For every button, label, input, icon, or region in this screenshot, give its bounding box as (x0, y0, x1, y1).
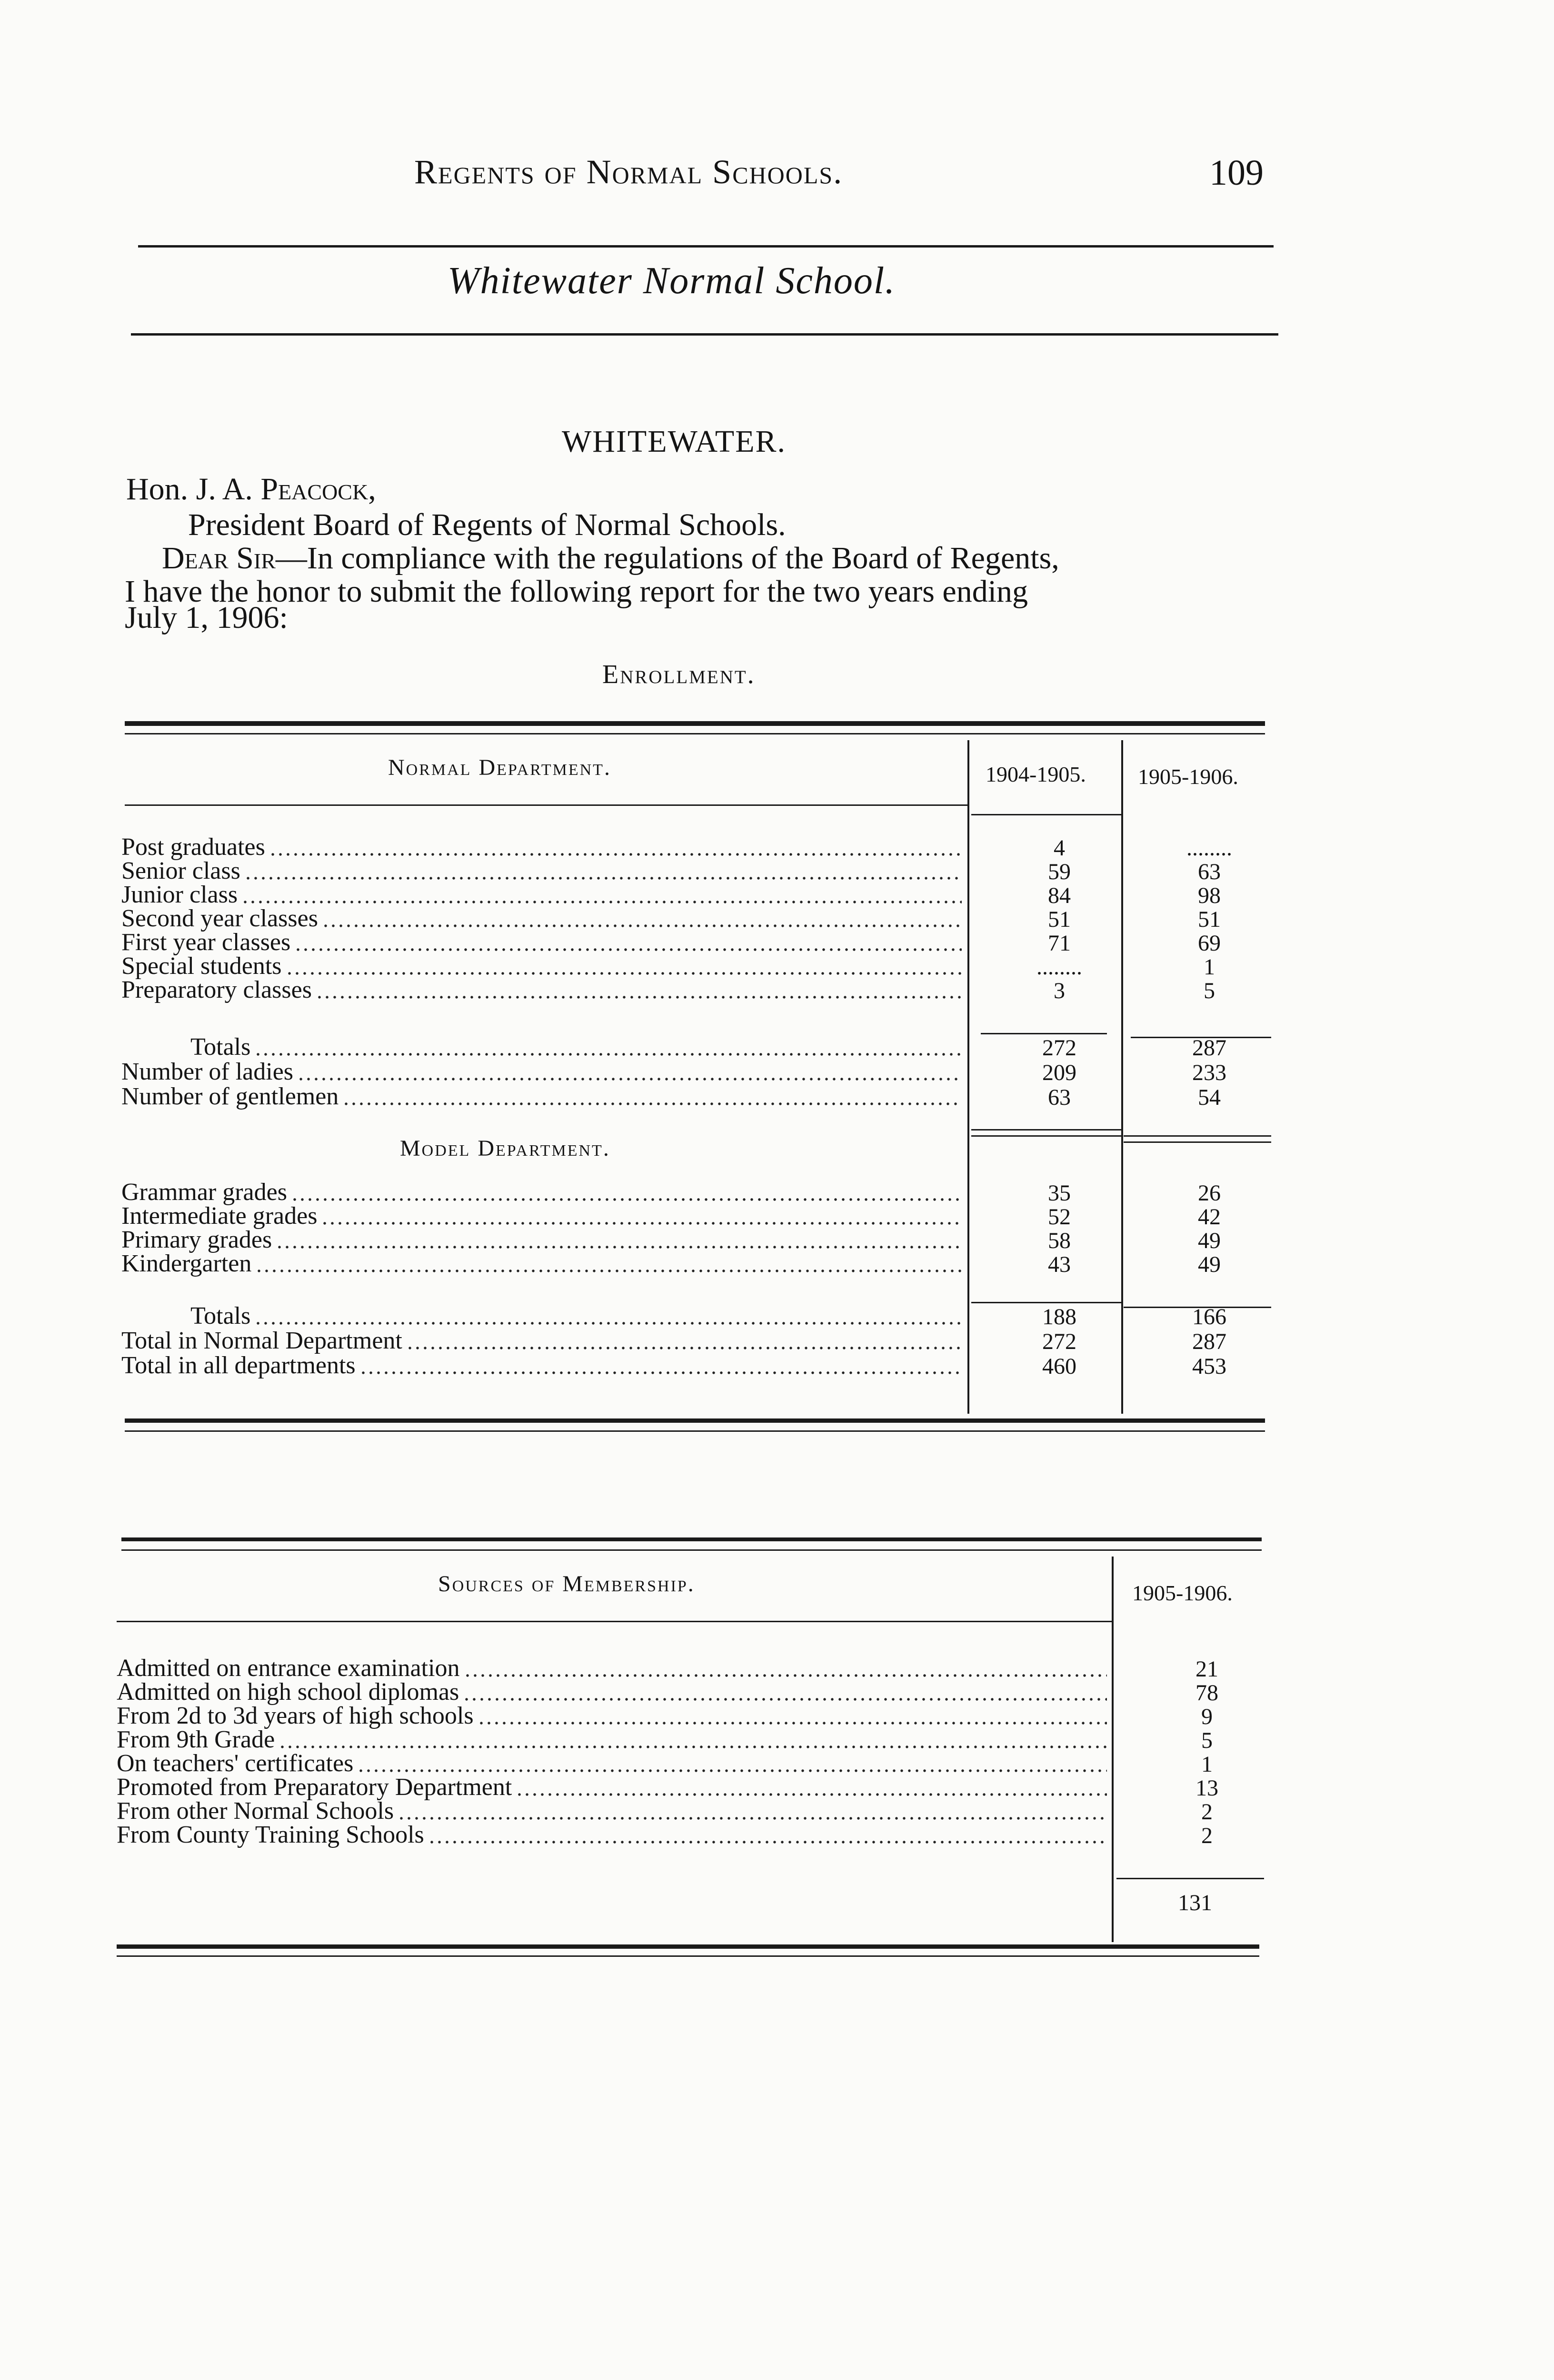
row-label: From County Training Schools (117, 1821, 424, 1848)
cell-value: 52 (1048, 1204, 1071, 1230)
leader-dots (478, 1721, 1107, 1726)
row-label: Totals (190, 1033, 251, 1061)
letter-body-line3: July 1, 1906: (125, 600, 288, 635)
leader-dots (463, 1697, 1107, 1702)
cell-value: 59 (1048, 859, 1071, 884)
row-label: Intermediate grades (121, 1202, 318, 1230)
member-top-rule (121, 1537, 1262, 1541)
addressee-title: President Board of Regents of Normal Schools. (188, 507, 786, 542)
cell-value: 2 (1201, 1823, 1213, 1848)
cell-value: 63 (1048, 1085, 1071, 1110)
cell-value: 42 (1198, 1204, 1221, 1230)
row-label: Total in all departments (121, 1352, 356, 1379)
letter-body-line2: I have the honor to submit the following report for the two years ending (125, 574, 1028, 609)
row-label: From 2d to 3d years of high schools (117, 1702, 474, 1729)
cell-value: 78 (1195, 1680, 1218, 1706)
cell-value: 272 (1042, 1035, 1076, 1061)
cell-value: 3 (1054, 978, 1065, 1003)
leader-dots (428, 1840, 1107, 1844)
running-head: Regents of Normal Schools. (414, 153, 843, 191)
cell-value: 1 (1201, 1752, 1213, 1777)
cell-value: 84 (1048, 883, 1071, 908)
cell-value: 1 (1204, 954, 1215, 980)
membership-col-1905-1906: 1905-1906. (1132, 1581, 1233, 1605)
member-bottom-rule (117, 1944, 1259, 1949)
cell-value: 9 (1201, 1704, 1213, 1729)
member-header-rule (117, 1621, 1112, 1622)
cell-value: 51 (1048, 907, 1071, 932)
enroll-header-rule-col1 (971, 814, 1121, 815)
cell-value: 21 (1195, 1656, 1218, 1682)
enroll-col-divider-2 (1121, 740, 1123, 1414)
cell-value: 209 (1042, 1060, 1076, 1085)
section-title: Whitewater Normal School. (448, 260, 896, 302)
leader-dots (244, 876, 962, 881)
cell-value: 69 (1198, 931, 1221, 956)
header-rule-bottom (131, 333, 1278, 336)
row-label: From other Normal Schools (117, 1797, 394, 1825)
cell-value: 51 (1198, 907, 1221, 932)
addressee-name: Peacock, (260, 472, 376, 506)
cell-value: 98 (1198, 883, 1221, 908)
membership-header: Sources of Membership. (438, 1571, 695, 1597)
row-label: Promoted from Preparatory Department (117, 1774, 512, 1801)
cell-value: 63 (1198, 859, 1221, 884)
row-label: Senior class (121, 857, 240, 884)
leader-dots (254, 1321, 962, 1326)
model-totals-rule-1 (971, 1302, 1121, 1303)
enroll-col-divider-1 (967, 740, 969, 1414)
leader-dots (294, 947, 962, 952)
cell-value: ........ (1186, 835, 1232, 861)
letter-body-line1 (162, 540, 1059, 576)
cell-value: 453 (1192, 1354, 1226, 1379)
cell-value: 49 (1198, 1252, 1221, 1277)
leader-dots (464, 1673, 1107, 1678)
leader-dots (255, 1269, 962, 1273)
leader-dots (342, 1101, 962, 1106)
addressee (126, 471, 376, 507)
leader-dots (254, 1052, 962, 1057)
row-label: Special students (121, 952, 282, 980)
cell-value: 13 (1195, 1775, 1218, 1801)
cell-value: 2 (1201, 1799, 1213, 1825)
cell-value: ........ (1036, 954, 1082, 980)
leader-dots (357, 1768, 1107, 1773)
col-1904-1905: 1904-1905. (986, 762, 1086, 786)
model-dept-header: Model Department. (400, 1136, 610, 1161)
row-label: Number of gentlemen (121, 1083, 339, 1110)
enroll-bottom-rule-thin (125, 1430, 1265, 1432)
cell-value: 272 (1042, 1329, 1076, 1354)
cell-value: 49 (1198, 1228, 1221, 1253)
row-label: First year classes (121, 929, 291, 956)
row-label: Number of ladies (121, 1058, 294, 1085)
col-1905-1906: 1905-1906. (1138, 764, 1238, 789)
leader-dots (276, 1245, 962, 1250)
row-label: Kindergarten (121, 1250, 252, 1277)
row-label: Second year classes (121, 905, 318, 932)
addressee-prefix: Hon. J. A. (126, 472, 261, 506)
cell-value: 233 (1192, 1060, 1226, 1085)
leader-dots (316, 995, 962, 1000)
body-line1-text: —In compliance with the regulations of the Board of Regents, (275, 541, 1059, 575)
member-total-rule (1116, 1878, 1264, 1879)
row-label: Junior class (121, 881, 238, 908)
cell-value: 26 (1198, 1180, 1221, 1206)
enroll-bottom-rule (125, 1418, 1265, 1423)
model-rule-b2 (1124, 1141, 1271, 1143)
cell-value: 58 (1048, 1228, 1071, 1253)
header-rule-top (138, 245, 1274, 248)
cell-value: 287 (1192, 1035, 1226, 1061)
leader-dots (321, 1221, 962, 1226)
enrollment-caption: Enrollment. (602, 660, 756, 689)
leader-dots (286, 971, 962, 976)
model-rule-a2 (971, 1135, 1121, 1137)
row-label: From 9th Grade (117, 1726, 275, 1753)
row-label: On teachers' certificates (117, 1750, 354, 1777)
cell-value: 71 (1048, 931, 1071, 956)
leader-dots (279, 1745, 1107, 1749)
enroll-top-rule-thin (125, 733, 1265, 734)
salutation: Dear Sir (162, 541, 276, 575)
cell-value: 4 (1054, 835, 1065, 861)
row-label: Primary grades (121, 1226, 272, 1253)
enroll-top-rule (125, 721, 1265, 726)
leader-dots (297, 1077, 962, 1081)
cell-value: 5 (1201, 1728, 1213, 1753)
cell-value: 5 (1204, 978, 1215, 1003)
leader-dots (406, 1346, 962, 1350)
row-label: Admitted on high school diplomas (117, 1678, 459, 1706)
cell-value: 188 (1042, 1304, 1076, 1329)
normal-dept-header: Normal Department. (388, 755, 611, 780)
cell-value: 166 (1192, 1304, 1226, 1329)
enroll-totals-rule-1 (981, 1033, 1107, 1034)
cell-value: 287 (1192, 1329, 1226, 1354)
row-label: Preparatory classes (121, 976, 312, 1003)
leader-dots (516, 1792, 1107, 1797)
cell-value: 460 (1042, 1354, 1076, 1379)
cell-value: 35 (1048, 1180, 1071, 1206)
row-label: Totals (190, 1302, 251, 1329)
leader-dots (269, 852, 962, 857)
city-heading: WHITEWATER. (562, 424, 787, 459)
leader-dots (241, 900, 962, 904)
membership-total: 131 (1178, 1890, 1212, 1915)
leader-dots (359, 1370, 962, 1375)
member-bottom-rule-thin (117, 1955, 1259, 1957)
enroll-header-rule (125, 804, 967, 806)
model-rule-b1 (1124, 1135, 1271, 1137)
row-label: Admitted on entrance examination (117, 1655, 460, 1682)
member-top-rule-thin (121, 1549, 1262, 1551)
cell-value: 54 (1198, 1085, 1221, 1110)
member-col-divider (1112, 1557, 1114, 1942)
row-label: Post graduates (121, 833, 265, 861)
row-label: Total in Normal Department (121, 1327, 402, 1354)
cell-value: 43 (1048, 1252, 1071, 1277)
leader-dots (291, 1197, 962, 1202)
model-rule-a1 (971, 1129, 1121, 1130)
page-number: 109 (1209, 153, 1264, 193)
leader-dots (398, 1816, 1107, 1821)
row-label: Grammar grades (121, 1179, 287, 1206)
leader-dots (322, 923, 962, 928)
